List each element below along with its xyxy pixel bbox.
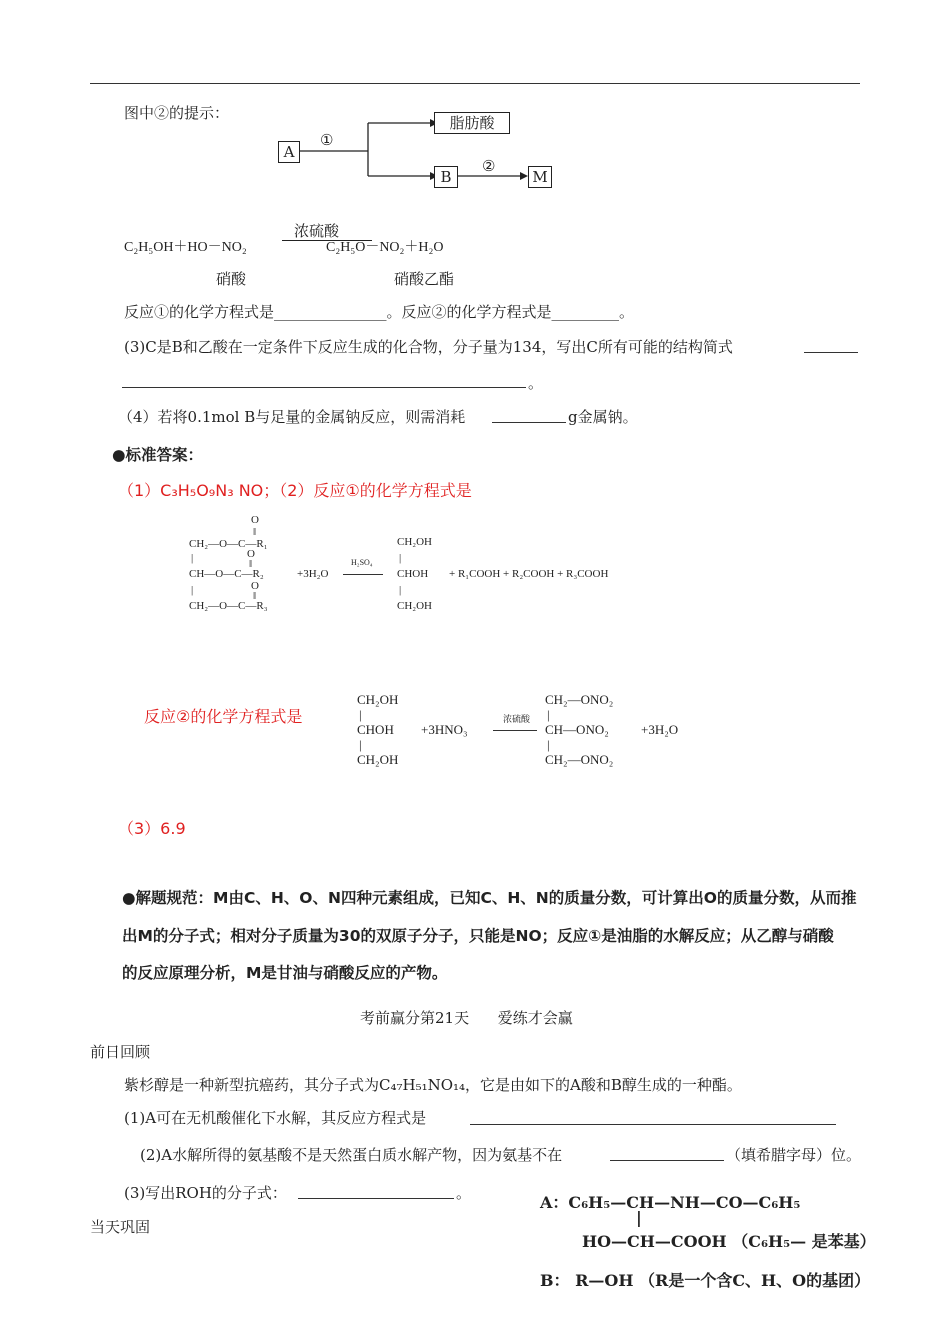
eq1-reactant-1: CH₂—O—C—R₁: [189, 538, 268, 550]
eq1-reactant-3: CH₂—O—C—R₃: [189, 600, 268, 612]
hint-diagram-lines: [270, 108, 570, 198]
compound-m-box: M: [528, 166, 552, 188]
section-question-2-blank[interactable]: [610, 1146, 724, 1161]
question-4-end: g金属钠。: [568, 408, 638, 426]
section-title: 考前赢分第21天 爱练才会赢: [360, 1009, 573, 1027]
eq1-condition: H₂SO₄: [351, 558, 373, 567]
eq2-water: +3H₂O: [641, 722, 679, 737]
eq2-product-3: CH₂—ONO₂: [545, 752, 614, 767]
section-question-3-end: 。: [456, 1184, 472, 1202]
eq1-acids: + R₁COOH + R₂COOH + R₃COOH: [449, 568, 609, 580]
step-2-label: ②: [482, 157, 496, 175]
question-3-end: 。: [528, 374, 544, 392]
equation-2: CH₂OH | CHOH | CH₂OH +3HNO₃ 浓硫酸 CH₂—ONO₂ | CH—ONO₂ | CH₂—ONO₂ +3H₂O: [357, 692, 679, 767]
eq1-water: +3H₂O: [297, 568, 329, 580]
structure-a-line-1: A：C₆H₅—CH—NH—CO—C₆H₅: [540, 1193, 801, 1212]
eq1-reactant-2: CH—O—C—R₂: [189, 568, 264, 580]
question-3-blank-a[interactable]: [804, 338, 858, 353]
nitration-condition: 浓硫酸: [294, 222, 340, 240]
analysis-line-2: 出M的分子式；相对分子质量为30的双原子分子，只能是NO；反应①是油脂的水解反应；从乙醇与硝酸: [122, 927, 834, 945]
label-ethyl-nitrate: 硝酸乙酯: [394, 270, 455, 288]
compound-b-box: B: [434, 166, 458, 188]
section-question-1-blank[interactable]: [470, 1110, 836, 1125]
eq2-reactant-2: CHOH: [357, 722, 394, 737]
section-question-2: (2)A水解所得的氨基酸不是天然蛋白质水解产物，因为氨基不在: [140, 1146, 563, 1164]
question-4-blank[interactable]: [492, 408, 566, 423]
eq2-reagent: +3HNO₃: [421, 722, 468, 737]
eq2-product-2: CH—ONO₂: [545, 722, 609, 737]
eq2-reactant-3: CH₂OH: [357, 752, 399, 767]
section-intro: 紫杉醇是一种新型抗癌药，其分子式为C₄₇H₅₁NO₁₄，它是由如下的A酸和B醇生成的一种酯。: [124, 1076, 742, 1094]
nitration-lhs: C₂H₅OH＋HO－NO₂: [124, 240, 247, 255]
question-reactions: 反应①的化学方程式是_______________。反应②的化学方程式是_________。: [124, 303, 635, 321]
top-rule: [90, 83, 860, 84]
question-3-blank-b[interactable]: [122, 373, 526, 388]
eq1-product-3: CH₂OH: [397, 600, 433, 612]
answer-reaction-2-label: 反应②的化学方程式是: [144, 707, 303, 726]
structure-a-line-2: HO—CH—COOH （C₆H₅— 是苯基）: [582, 1232, 876, 1251]
section-question-3-blank[interactable]: [298, 1184, 454, 1199]
structure-a-bond: |: [636, 1208, 642, 1227]
section-question-2-end: （填希腊字母）位。: [726, 1146, 862, 1164]
analysis-line-1: ●解题规范：M由C、H、O、N四种元素组成，已知C、H、N的质量分数，可计算出O的质量分数，从而推: [122, 889, 857, 907]
equation-1: O ‖ CH₂—O—C—R₁ O ‖ CH—O—C—R₂ O ‖ CH₂—O—C—R₃ | | +3H₂O H₂SO₄ CH₂OH | CHOH | CH₂OH + R₁COOH + R₂COOH + R₃COOH: [189, 514, 609, 612]
section-question-1: (1)A可在无机酸催化下水解，其反应方程式是: [124, 1109, 427, 1127]
eq1-arrow: [343, 574, 383, 575]
question-3: (3)C是B和乙酸在一定条件下反应生成的化合物，分子量为134，写出C所有可能的结构简式: [124, 338, 733, 356]
section-question-3: (3)写出ROH的分子式：: [124, 1184, 287, 1202]
structure-b: B： R—OH （R是一个含C、H、O的基团）: [540, 1271, 871, 1290]
analysis-line-3: 的反应原理分析，M是甘油与硝酸反应的产物。: [122, 964, 448, 982]
eq2-reactant-1: CH₂OH: [357, 692, 399, 707]
step-1-label: ①: [320, 131, 334, 149]
answer-line-1: （1）C₃H₅O₉N₃ NO；（2）反应①的化学方程式是: [118, 481, 472, 500]
eq2-arrow: [493, 730, 537, 731]
eq2-condition: 浓硫酸: [503, 714, 531, 724]
label-nitric-acid: 硝酸: [216, 270, 247, 288]
eq1-product-2: CHOH: [397, 568, 429, 580]
answer-line-3: （3）6.9: [118, 819, 186, 838]
hint-intro: 图中②的提示：: [124, 104, 230, 122]
eq2-product-1: CH₂—ONO₂: [545, 692, 614, 707]
question-4: （4）若将0.1mol B与足量的金属钠反应，则需消耗: [118, 408, 466, 426]
answer-header: ●标准答案：: [112, 446, 204, 464]
consolidate-heading: 当天巩固: [90, 1218, 151, 1236]
eq1-product-1: CH₂OH: [397, 536, 433, 548]
compound-a-box: A: [278, 141, 300, 163]
nitration-rhs: C₂H₅O－NO₂＋H₂O: [326, 240, 444, 255]
review-heading: 前日回顾: [90, 1043, 151, 1061]
fatty-acid-box: 脂肪酸: [434, 112, 510, 134]
